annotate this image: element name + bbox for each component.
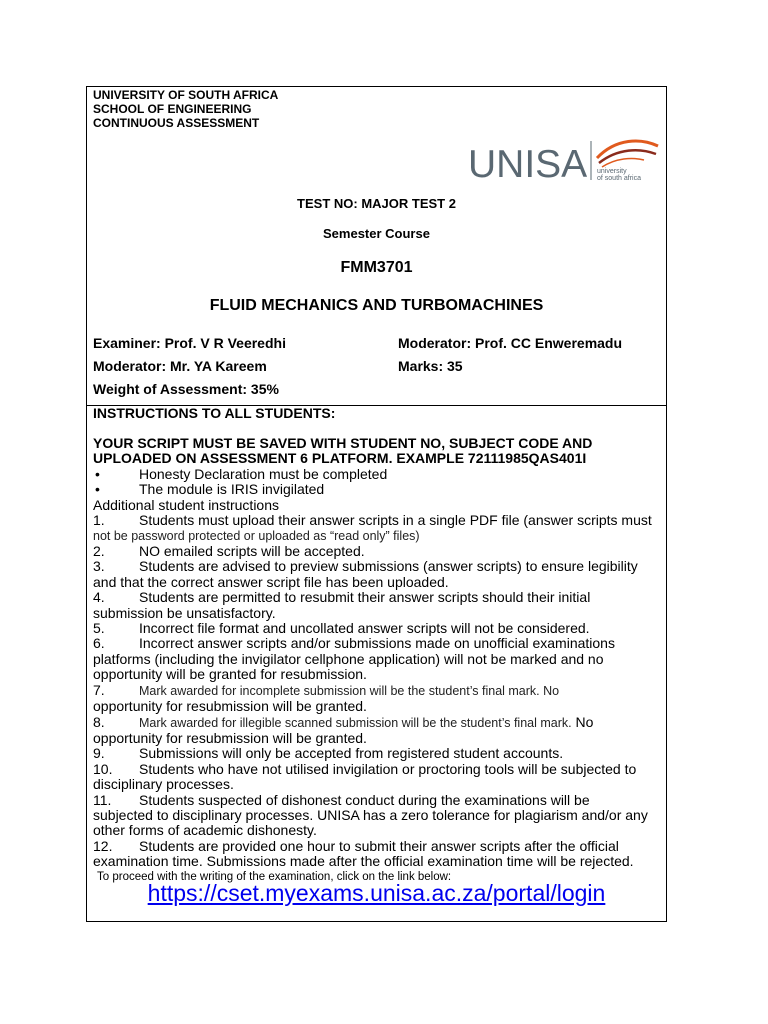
marks: Marks: 35 bbox=[398, 358, 463, 374]
item-number: 2. bbox=[93, 543, 105, 560]
item-number: 10. bbox=[93, 760, 113, 777]
bullet-glyph: • bbox=[95, 466, 100, 482]
item-text: examination time. Submissions made after the official examination time will be rejected. bbox=[93, 853, 634, 870]
instruction-item bbox=[93, 683, 663, 715]
item-text: Students are provided one hour to submit their answer scripts after the official bbox=[139, 837, 619, 854]
logo-wordmark: UNISA bbox=[468, 143, 588, 186]
item-text: opportunity for resubmission will be granted. bbox=[93, 698, 367, 715]
instruction-item bbox=[93, 590, 663, 621]
instructions-heading: INSTRUCTIONS TO ALL STUDENTS: bbox=[93, 405, 336, 421]
instruction-item bbox=[93, 513, 663, 544]
item-text: submission be unsatisfactory. bbox=[93, 604, 276, 621]
item-number: 9. bbox=[93, 745, 105, 762]
instruction-item bbox=[93, 544, 663, 559]
item-text: Students are advised to preview submissions (answer scripts) to ensure legibility bbox=[139, 558, 638, 575]
header-block bbox=[93, 88, 278, 130]
item-text: subjected to disciplinary processes. UNISA has a zero tolerance for plagiarism and/or any bbox=[93, 806, 648, 823]
item-text: Mark awarded for incomplete submission will be the student’s final mark. No bbox=[139, 683, 560, 698]
item-text: opportunity for resubmission will be granted. bbox=[93, 729, 367, 746]
item-number: 11. bbox=[93, 791, 112, 808]
save-notice-line-1: YOUR SCRIPT MUST BE SAVED WITH STUDENT NO, SUBJECT CODE AND bbox=[93, 435, 593, 451]
course-type: Semester Course bbox=[323, 226, 430, 241]
logo-tagline-1: university bbox=[597, 168, 627, 175]
bullet-glyph: • bbox=[95, 481, 100, 498]
item-number: 12. bbox=[93, 837, 113, 854]
item-text: Mark awarded for illegible scanned submission will be the student’s final mark. bbox=[139, 715, 572, 730]
item-text: and that the correct answer script file has been uploaded. bbox=[93, 573, 449, 590]
bullet-text: The module is IRIS invigilated bbox=[139, 481, 325, 498]
instruction-item bbox=[93, 636, 663, 682]
item-number: 3. bbox=[93, 558, 105, 575]
item-number: 6. bbox=[93, 635, 105, 652]
item-text: opportunity will be granted for resubmission. bbox=[93, 666, 367, 683]
item-text: No bbox=[571, 713, 594, 730]
instruction-item bbox=[93, 746, 663, 761]
instruction-item bbox=[93, 793, 663, 839]
item-text: Students are permitted to resubmit their answer scripts should their initial bbox=[139, 589, 591, 606]
logo-swoosh-lower bbox=[599, 150, 656, 163]
item-text: NO emailed scripts will be accepted. bbox=[139, 543, 365, 560]
logo-tagline-2: of south africa bbox=[597, 175, 641, 182]
school-name: SCHOOL OF ENGINEERING bbox=[93, 102, 252, 116]
examiner: Examiner: Prof. V R Veeredhi bbox=[93, 335, 286, 351]
test-number: TEST NO: MAJOR TEST 2 bbox=[297, 196, 456, 211]
bullet-item bbox=[93, 467, 663, 482]
item-text: Submissions will only be accepted from registered student accounts. bbox=[139, 745, 564, 762]
item-text: Students who have not utilised invigilation or proctoring tools will be subjected to bbox=[139, 760, 637, 777]
item-number: 1. bbox=[93, 512, 105, 529]
module-code: FMM3701 bbox=[340, 259, 413, 276]
save-notice-line-2: UPLOADED ON ASSESSMENT 6 PLATFORM. EXAMPLE 72111985QAS401I bbox=[93, 450, 587, 467]
logo-swoosh-upper bbox=[597, 141, 658, 158]
instruction-item bbox=[93, 559, 663, 590]
item-number: 5. bbox=[93, 620, 105, 637]
moderator-2: Moderator: Mr. YA Kareem bbox=[93, 358, 267, 374]
instruction-item bbox=[93, 715, 663, 747]
item-text: platforms (including the invigilator cellphone application) will not be marked and no bbox=[93, 650, 604, 667]
proceed-note: To proceed with the writing of the examination, click on the link below: bbox=[97, 870, 452, 883]
unisa-logo-graphic bbox=[466, 136, 666, 186]
item-text: Students suspected of dishonest conduct during the examinations will be bbox=[139, 791, 590, 808]
item-text: other forms of academic dishonesty. bbox=[93, 822, 317, 839]
additional-instructions-label: Additional student instructions bbox=[93, 496, 279, 513]
logo-swoosh-accent bbox=[602, 158, 644, 167]
bullet-text: Honesty Declaration must be completed bbox=[139, 466, 388, 482]
instruction-item bbox=[93, 839, 663, 870]
item-number: 8. bbox=[93, 713, 105, 730]
instruction-item bbox=[93, 762, 663, 793]
item-number: 4. bbox=[93, 589, 105, 606]
item-text: disciplinary processes. bbox=[93, 776, 234, 793]
unisa-logo bbox=[466, 136, 666, 186]
item-text: not be password protected or uploaded as “read only” files) bbox=[93, 528, 420, 543]
item-text: Incorrect file format and uncollated answer scripts will not be considered. bbox=[139, 620, 590, 637]
item-text: Incorrect answer scripts and/or submissions made on unofficial examinations bbox=[139, 635, 615, 652]
university-name: UNIVERSITY OF SOUTH AFRICA bbox=[93, 88, 279, 102]
assessment-type: CONTINUOUS ASSESSMENT bbox=[93, 116, 260, 130]
moderator-1: Moderator: Prof. CC Enweremadu bbox=[398, 335, 623, 351]
item-text: Students must upload their answer scripts in a single PDF file (answer scripts must bbox=[139, 512, 652, 529]
item-number: 7. bbox=[93, 681, 105, 698]
weight-of-assessment: Weight of Assessment: 35% bbox=[93, 381, 279, 397]
exam-portal-link[interactable]: https://cset.myexams.unisa.ac.za/portal/login bbox=[147, 880, 606, 906]
instruction-list bbox=[93, 467, 663, 884]
save-notice bbox=[93, 436, 663, 467]
bullet-item bbox=[93, 482, 663, 497]
instruction-item bbox=[93, 621, 663, 636]
module-title: FLUID MECHANICS AND TURBOMACHINES bbox=[209, 297, 544, 314]
